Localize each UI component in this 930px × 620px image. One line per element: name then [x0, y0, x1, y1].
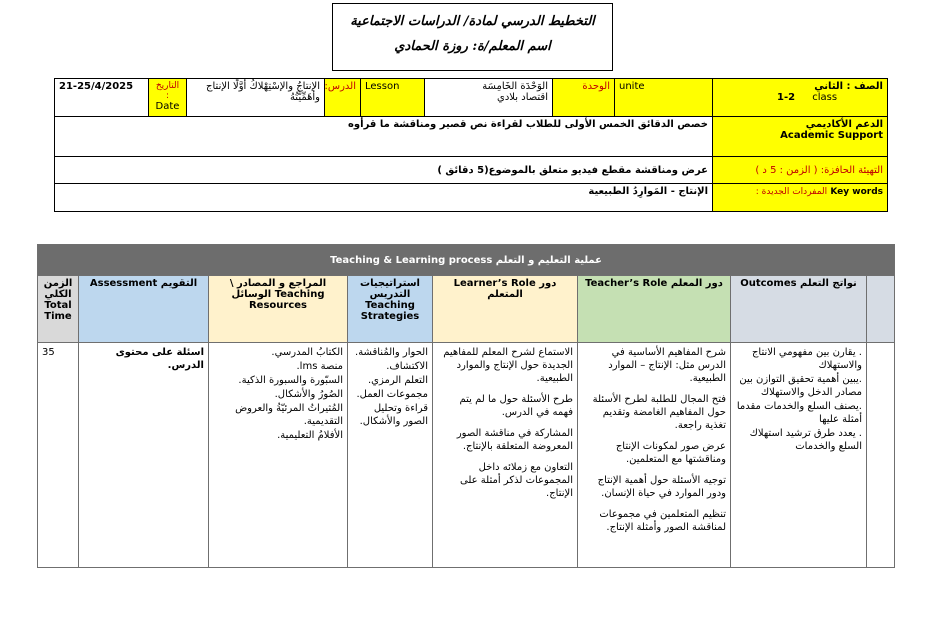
lesson-label-ar: الدرس:: [325, 79, 361, 117]
date-label-en: Date: [155, 101, 180, 112]
unit-value-line1: الوَحْدَة الخَامِسَة: [482, 81, 548, 92]
header-empty: [867, 276, 895, 343]
resource-item: الكتابُ المدرسي.: [271, 347, 343, 358]
teacher-role-cell: [578, 343, 731, 568]
strategy-item: مجموعات العمل.: [356, 389, 428, 400]
resources-cell: [209, 343, 348, 568]
header-resources: المراجع و المصادر \ الوسائل Teaching Resources: [209, 276, 348, 343]
resource-item: الأفلامُ التعليمية.: [277, 430, 343, 441]
strategy-item: الاكتشاف.: [386, 361, 428, 372]
lesson-value: الإنتاجُ والإسْتِهْلاكُ أوَّلًا الإنتاج وأهَمِّيَّتُهُ: [187, 79, 325, 117]
date-label: [149, 79, 187, 117]
strategy-item: الحوار والمُناقشة.: [355, 347, 428, 358]
teacher-name: اسم المعلم/ة: روزة الحمادي: [394, 39, 551, 54]
unit-label-en: unite: [615, 79, 713, 117]
learner-role-cell: [433, 343, 578, 568]
date-label-ar: التاريخ :: [155, 81, 180, 101]
empty-cell: [867, 343, 895, 568]
resources-list: [213, 346, 343, 442]
date-value: 21-25/4/2025: [55, 79, 149, 117]
support-value: خصص الدقائق الخمس الأولى للطلاب لقراءة نص قصير ومناقشة ما قرأوه: [55, 117, 713, 157]
lesson-info-table: [54, 78, 888, 212]
unit-label-ar: الوحدة: [553, 79, 615, 117]
strategy-item: قراءة وتحليل الصور والأشكال.: [359, 403, 428, 427]
teacher-item: توجيه الأسئلة حول أهمية الإنتاج ودور الموارد في حياة الإنسان.: [597, 475, 726, 499]
support-label-ar: الدعم الأكاديمي: [805, 119, 883, 130]
keywords-label-en: Key words: [830, 187, 883, 197]
header-time: الزمن الكلي Total Time: [38, 276, 79, 343]
keywords-label: [713, 184, 888, 212]
learner-item: الاستماع لشرح المعلم للمفاهيم الجديدة حول الإنتاج والموارد الطبيعية.: [443, 347, 573, 384]
support-label-en: Academic Support: [780, 130, 883, 141]
class-label: class: [812, 92, 838, 103]
learner-item: طرح الأسئلة حول ما لم يتم فهمه في الدرس.: [459, 394, 573, 418]
teaching-learning-table: [37, 244, 895, 568]
strategy-item: التعلم الرمزي.: [367, 375, 428, 386]
teacher-item: تنظيم المتعلمين في مجموعات لمناقشة الصور وأمثلة الإنتاج.: [599, 509, 726, 533]
assessment-item: اسئلة على محتوى الدرس.: [115, 347, 204, 371]
resource-item: الصُورُ والأشكال.: [274, 389, 343, 400]
outcome-item: .يبين أهمية تحقيق التوازن بين مصادر الدخل والاستهلاك: [739, 374, 862, 398]
outcome-item: .يصنف السلع والخدمات مقدما أمثلة عليها: [736, 401, 862, 425]
header-assessment: Assessment التقويم: [79, 276, 209, 343]
keywords-label-ar: المفردات الجديدة :: [755, 187, 828, 197]
grade-label: الصف : الثاني: [814, 81, 883, 92]
outcomes-list: [735, 346, 862, 453]
keywords-value: الإنتاج - المَوارِدُ الطبيعية: [55, 184, 713, 212]
class-value: 1-2: [777, 92, 796, 103]
assessment-cell: [79, 343, 209, 568]
warmup-value: عرض ومناقشة مقطع فيديو متعلق بالموضوع(5 دقائق ): [55, 157, 713, 184]
strategies-cell: [348, 343, 433, 568]
learner-item: التعاون مع زملائه داخل المجموعات لذكر أمثلة على الإنتاج.: [460, 462, 573, 499]
outcomes-cell: [731, 343, 867, 568]
teacher-item: عرض صور لمكونات الإنتاج ومناقشتها مع المتعلمين.: [615, 441, 726, 465]
strategies-list: [352, 346, 428, 428]
header-strategies: استراتيجيات التدريس Teaching Strategies: [348, 276, 433, 343]
outcome-item: . يعدد طرق ترشيد استهلاك السلع والخدمات: [749, 428, 862, 452]
process-banner: Teaching & Learning process عملية التعليم و التعلم: [38, 245, 895, 276]
resource-item: السبّورة والسبورة الذكية.: [238, 375, 343, 386]
teacher-item: شرح المفاهيم الأساسية في الدرس مثل: الإنتاج – الموارد الطبيعية.: [608, 347, 726, 384]
resource-item: المُثيراتُ المرئيّةُ والعروض التقديمية.: [235, 403, 343, 427]
learner-item: المشاركة في مناقشة الصور المعروضة المتعلقة بالإنتاج.: [456, 428, 573, 452]
document-title: التخطيط الدرسي لمادة/ الدراسات الاجتماعية: [350, 14, 595, 29]
support-label: [713, 117, 888, 157]
teacher-item: فتح المجال للطلبة لطرح الأسئلة حول المفاهيم الغامضة وتقديم تغذية راجعة.: [592, 394, 726, 431]
title-box: [332, 3, 613, 71]
total-time-value: 35: [38, 343, 79, 568]
class-line: [717, 92, 883, 103]
header-teacher-role: Teacher’s Role دور المعلم: [578, 276, 731, 343]
lesson-label-en: Lesson: [361, 79, 425, 117]
assessment-list: [83, 346, 204, 372]
grade-class-cell: [713, 79, 888, 117]
header-learner-role: Learner’s Role دور المتعلم: [433, 276, 578, 343]
unit-value-line2: اقتصاد بلادي: [497, 92, 548, 103]
warmup-label: التهيئة الحافزة: ( الزمن : 5 د ): [713, 157, 888, 184]
header-outcomes: Outcomes نواتج التعلم: [731, 276, 867, 343]
unit-value: [425, 79, 553, 117]
resource-item: منصة lms.: [296, 361, 343, 372]
outcome-item: . يقارن بين مفهومي الانتاج والاستهلاك: [751, 347, 862, 371]
